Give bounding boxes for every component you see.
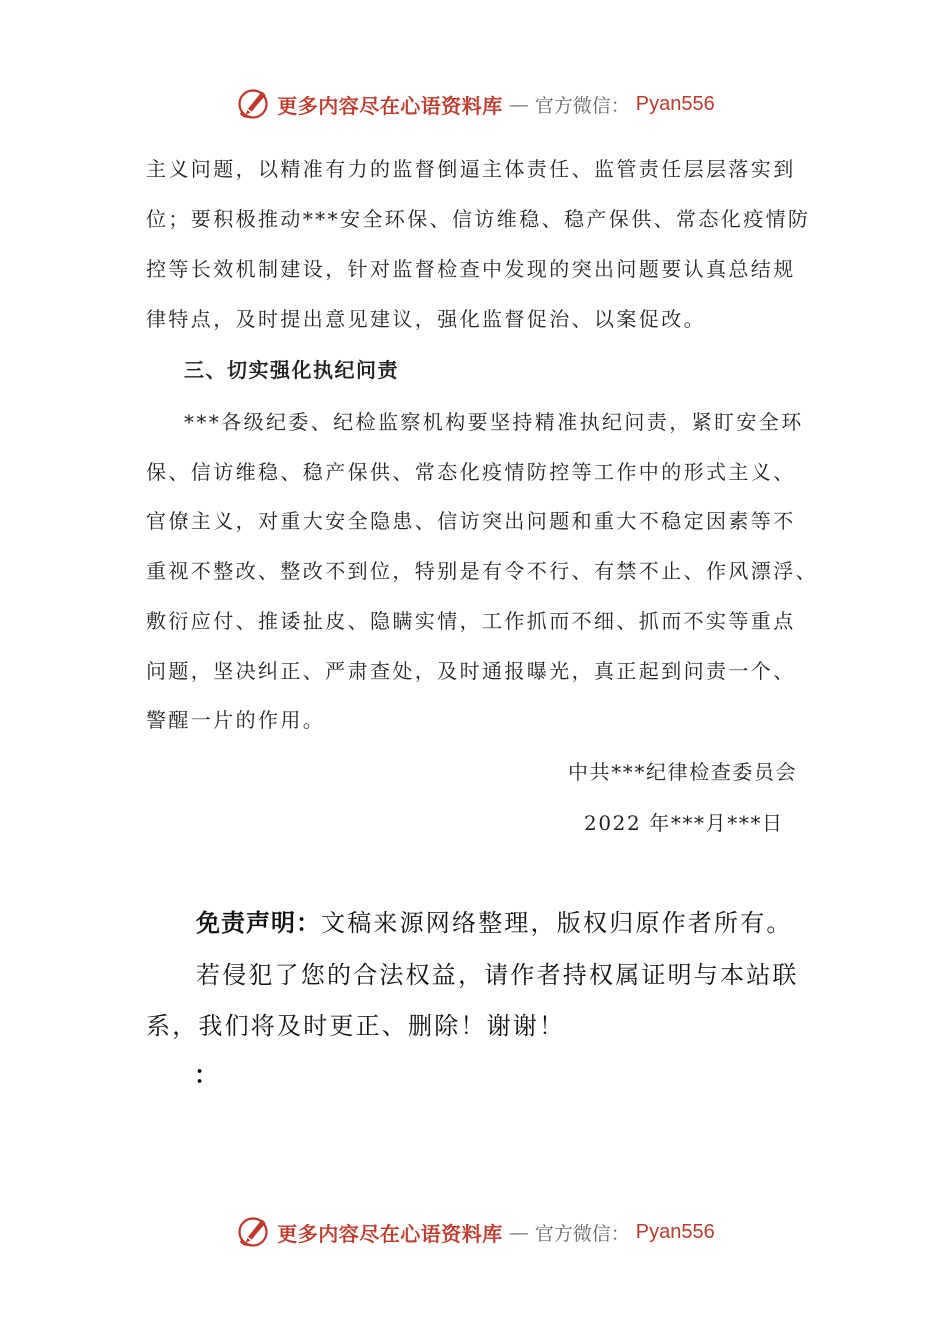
signature-org: 中共***纪律检查委员会 (568, 760, 798, 784)
banner-title: 更多内容尽在心语资料库 (277, 93, 503, 118)
header-banner (0, 84, 950, 124)
para2-line-5: 敷衍应付、推诿扯皮、隐瞒实情，工作抓而不细、抓而不实等重点 (146, 609, 796, 633)
banner-dash: — (508, 92, 529, 116)
quill-logo-icon (235, 86, 271, 122)
para2-line-2: 保、信访维稳、稳产保供、常态化疫情防控等工作中的形式主义、 (146, 460, 796, 484)
banner-wechat-id: Pyan556 (635, 92, 715, 115)
body-line-1: 主义问题，以精准有力的监督倒逼主体责任、监管责任层层落实到 (146, 157, 796, 181)
disclaimer-line-4: ： (194, 1060, 221, 1089)
para2-line-7: 警醒一片的作用。 (146, 708, 326, 732)
footer-banner-wechat-id: Pyan556 (635, 1220, 715, 1243)
para2-line-1: ***各级纪委、纪检监察机构要坚持精准执纪问责，紧盯安全环 (184, 410, 804, 434)
disclaimer-line-3: 系，我们将及时更正、删除！谢谢！ (146, 1012, 566, 1040)
signature-date: 2022 年***月***日 (584, 811, 784, 835)
disclaimer-label: 免责声明： (196, 909, 321, 937)
banner-wechat-label: 官方微信： (534, 94, 630, 117)
quill-logo-icon (235, 1214, 271, 1250)
disclaimer-line-1 (196, 906, 793, 940)
footer-banner-title: 更多内容尽在心语资料库 (277, 1221, 503, 1246)
body-line-3: 控等长效机制建设，针对监督检查中发现的突出问题要认真总结规 (146, 257, 796, 281)
para2-line-4: 重视不整改、整改不到位，特别是有令不行、有禁不止、作风漂浮、 (146, 559, 818, 583)
body-line-4: 律特点，及时提出意见建议，强化监督促治、以案促改。 (146, 307, 706, 331)
footer-banner (0, 1212, 950, 1252)
section-heading: 三、切实强化执纪问责 (184, 358, 399, 382)
disclaimer-line-2: 若侵犯了您的合法权益，请作者持权属证明与本站联 (196, 961, 799, 989)
body-line-2: 位；要积极推动***安全环保、信访维稳、稳产保供、常态化疫情防 (146, 207, 811, 231)
footer-banner-wechat-label: 官方微信： (534, 1222, 630, 1245)
footer-banner-dash: — (508, 1220, 529, 1244)
para2-line-6: 问题，坚决纠正、严肃查处，及时通报曝光，真正起到问责一个、 (146, 659, 796, 683)
disclaimer-text-1: 文稿来源网络整理，版权归原作者所有。 (321, 909, 793, 937)
para2-line-3: 官僚主义，对重大安全隐患、信访突出问题和重大不稳定因素等不 (146, 509, 796, 533)
